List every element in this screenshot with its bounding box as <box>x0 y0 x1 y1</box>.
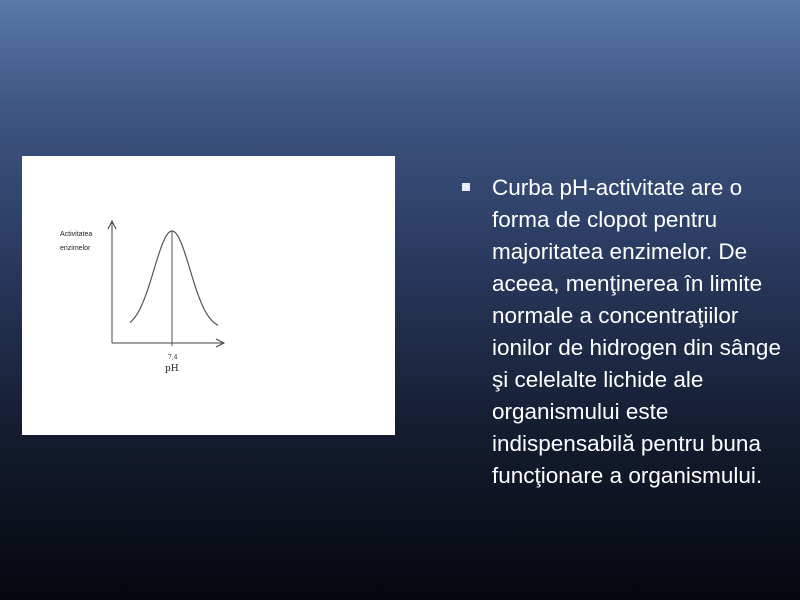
x-tick-label: 7,4 <box>168 354 178 361</box>
bullet-item <box>462 172 792 492</box>
bell-curve-diagram <box>22 156 395 435</box>
y-axis-label-line1: Activitatea <box>60 231 93 238</box>
square-bullet-icon <box>462 183 470 191</box>
ph-activity-figure <box>22 156 395 435</box>
y-axis-label-line2: enzimelor <box>60 245 91 252</box>
x-axis-label: pH <box>165 364 179 374</box>
text-block <box>462 172 792 492</box>
bullet-text: Curba pH-activitate are o forma de clopot pentru majoritatea enzimelor. De aceea, menţinerea în limite normale a concentraţiilor ionilor de hidrogen din sânge şi celelalte lichide ale organismului este indispensabilă pentru buna funcţionare a organismului. <box>492 175 781 488</box>
bell-curve <box>130 231 218 325</box>
